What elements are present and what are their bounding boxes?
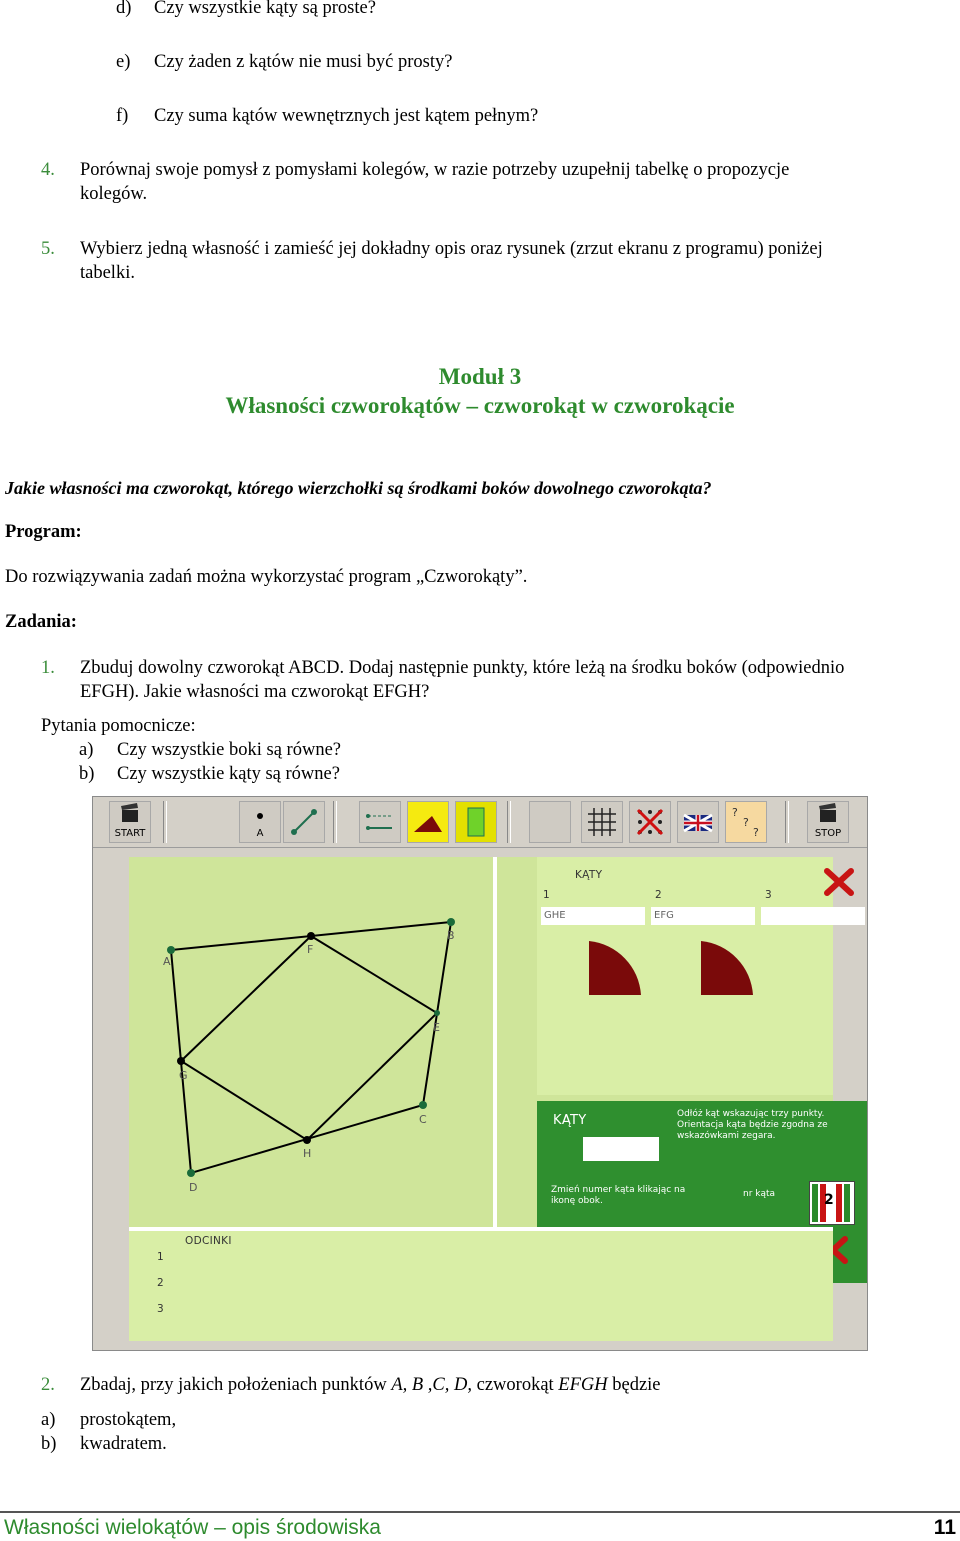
grid-tool-button[interactable] xyxy=(581,801,623,843)
program-text: Do rozwiązywania zadań można wykorzystać program „Czworokąty”. xyxy=(5,567,528,587)
angle-slot-2-number: 2 xyxy=(655,889,662,901)
angle-number-selector[interactable] xyxy=(809,1181,855,1225)
svg-text:?: ? xyxy=(753,826,759,839)
task4-line1: Porównaj swoje pomysł z pomysłami kolegów, w razie potrzeby uzupełnij tabelkę o propozycje xyxy=(80,160,790,180)
measure-icon xyxy=(360,802,400,842)
task2-line: Zbadaj, przy jakich położeniach punktów A, B ,C, D, czworokąt EFGH będzie xyxy=(80,1375,661,1395)
angles-panel xyxy=(537,857,833,1095)
delete-points-button[interactable] xyxy=(629,801,671,843)
point-tool-button[interactable]: A xyxy=(239,801,281,843)
close-icon[interactable] xyxy=(821,865,857,899)
point-B[interactable] xyxy=(447,918,455,926)
point-F[interactable] xyxy=(307,932,315,940)
dialog-input[interactable] xyxy=(583,1137,659,1161)
clapper-icon xyxy=(808,802,848,826)
angles-panel-label: KĄTY xyxy=(575,869,603,881)
point-E[interactable] xyxy=(434,1010,440,1016)
task1-line1: Zbuduj dowolny czworokąt ABCD. Dodaj następnie punkty, które leżą na środku boków (odpowiednio xyxy=(80,658,845,678)
point-D[interactable] xyxy=(187,1169,195,1177)
point-C[interactable] xyxy=(419,1101,427,1109)
label-D: D xyxy=(189,1181,198,1194)
point-A[interactable] xyxy=(167,946,175,954)
label-B: B xyxy=(447,929,455,942)
helper-heading: Pytania pomocnicze: xyxy=(41,716,196,736)
task4-line2: kolegów. xyxy=(80,184,148,204)
segment-tool-button[interactable] xyxy=(283,801,325,843)
item-d: d) Czy wszystkie kąty są proste? xyxy=(116,0,376,18)
segment-1-number: 1 xyxy=(157,1251,164,1263)
segments-panel-label: ODCINKI xyxy=(185,1235,232,1247)
tasks-heading: Zadania: xyxy=(5,612,77,632)
polygon-canvas[interactable] xyxy=(129,857,537,1227)
helper-item-b: b) Czy wszystkie kąty są równe? xyxy=(79,764,340,784)
label-C: C xyxy=(419,1113,427,1126)
blank-tool-button[interactable] xyxy=(529,801,571,843)
program-screenshot xyxy=(92,796,868,1351)
page-number: 11 xyxy=(933,1516,956,1539)
module-subtitle: Własności czworokątów – czworokąt w czworokącie xyxy=(225,393,735,418)
selector-stripe xyxy=(836,1184,842,1222)
help-button[interactable] xyxy=(725,801,767,843)
toolbar-separator xyxy=(163,801,167,843)
point-icon xyxy=(240,802,280,826)
language-button[interactable] xyxy=(677,801,719,843)
angle-sector-2 xyxy=(697,935,757,1001)
label-F: F xyxy=(307,943,314,956)
workspace xyxy=(129,857,833,1341)
angle-number-label: nr kąta xyxy=(743,1189,776,1199)
angle-tool-button[interactable] xyxy=(407,801,449,843)
toolbar xyxy=(93,797,867,848)
selector-stripe xyxy=(812,1184,818,1222)
toolbar-separator xyxy=(333,801,337,843)
toolbar-separator xyxy=(507,801,511,843)
label-H: H xyxy=(303,1147,312,1160)
footer-rule xyxy=(0,1511,960,1513)
task5-line2: tabelki. xyxy=(80,263,135,283)
task5-line1: Wybierz jedną własność i zamieść jej dokładny opis oraz rysunek (zrzut ekranu z programu) poniżej xyxy=(80,239,823,259)
svg-text:?: ? xyxy=(732,806,738,819)
footer-title: Własności wielokątów – opis środowiska xyxy=(4,1516,381,1539)
delete-points-icon xyxy=(630,802,670,842)
toolbar-separator xyxy=(785,801,789,843)
angle-slot-3-field[interactable] xyxy=(761,907,865,925)
angle-icon xyxy=(408,802,448,842)
polygon-tool-button[interactable] xyxy=(455,801,497,843)
clapper-icon xyxy=(110,802,150,826)
angle-number-value: 2 xyxy=(824,1192,834,1208)
angle-slot-1-number: 1 xyxy=(543,889,550,901)
task2-item-b: b) kwadratem. xyxy=(41,1434,167,1454)
segments-panel xyxy=(129,1227,833,1341)
grid-icon xyxy=(582,802,622,842)
measure-tool-button[interactable] xyxy=(359,801,401,843)
polygon-icon xyxy=(456,802,496,842)
angle-sector-1 xyxy=(585,935,645,1001)
point-H[interactable] xyxy=(303,1136,311,1144)
angle-slot-2-field[interactable]: EFG xyxy=(651,907,755,925)
flag-icon xyxy=(678,802,718,842)
angle-slot-3-number: 3 xyxy=(765,889,772,901)
segment-2-number: 2 xyxy=(157,1277,164,1289)
stop-button[interactable]: STOP xyxy=(807,801,849,843)
question-icon xyxy=(726,802,766,842)
segment-3-number: 3 xyxy=(157,1303,164,1315)
task1-number: 1. xyxy=(41,658,55,678)
label-E: E xyxy=(433,1021,440,1034)
task2-item-a: a) prostokątem, xyxy=(41,1410,177,1430)
dialog-title: KĄTY xyxy=(553,1113,587,1128)
label-A: A xyxy=(163,955,171,968)
module-question: Jakie własności ma czworokąt, którego wierzchołki są środkami boków dowolnego czworokąta? xyxy=(5,478,712,498)
svg-text:?: ? xyxy=(743,816,749,829)
task1-line2: EFGH). Jakie własności ma czworokąt EFGH? xyxy=(80,682,430,702)
task5-number: 5. xyxy=(41,239,55,259)
point-G[interactable] xyxy=(177,1057,185,1065)
label-G: G xyxy=(179,1069,188,1082)
angle-slot-1-field[interactable]: GHE xyxy=(541,907,645,925)
item-e: e) Czy żaden z kątów nie musi być prosty? xyxy=(116,52,453,72)
selector-stripe xyxy=(844,1184,850,1222)
helper-item-a: a) Czy wszystkie boki są równe? xyxy=(79,740,342,760)
task4-number: 4. xyxy=(41,160,55,180)
panel-divider xyxy=(129,1227,833,1231)
module-title: Moduł 3 xyxy=(438,364,522,389)
program-heading: Program: xyxy=(5,522,82,542)
start-button[interactable]: START xyxy=(109,801,151,843)
dialog-hint: Odłóż kąt wskazując trzy punkty. Orientacja kąta będzie zgodna ze wskazówkami zegara. xyxy=(677,1109,828,1141)
item-f: f) Czy suma kątów wewnętrznych jest kątem pełnym? xyxy=(116,106,539,126)
segment-icon xyxy=(284,802,324,842)
dialog-change-text: Zmień numer kąta klikając na ikonę obok. xyxy=(551,1185,686,1206)
task2-number: 2. xyxy=(41,1375,55,1395)
